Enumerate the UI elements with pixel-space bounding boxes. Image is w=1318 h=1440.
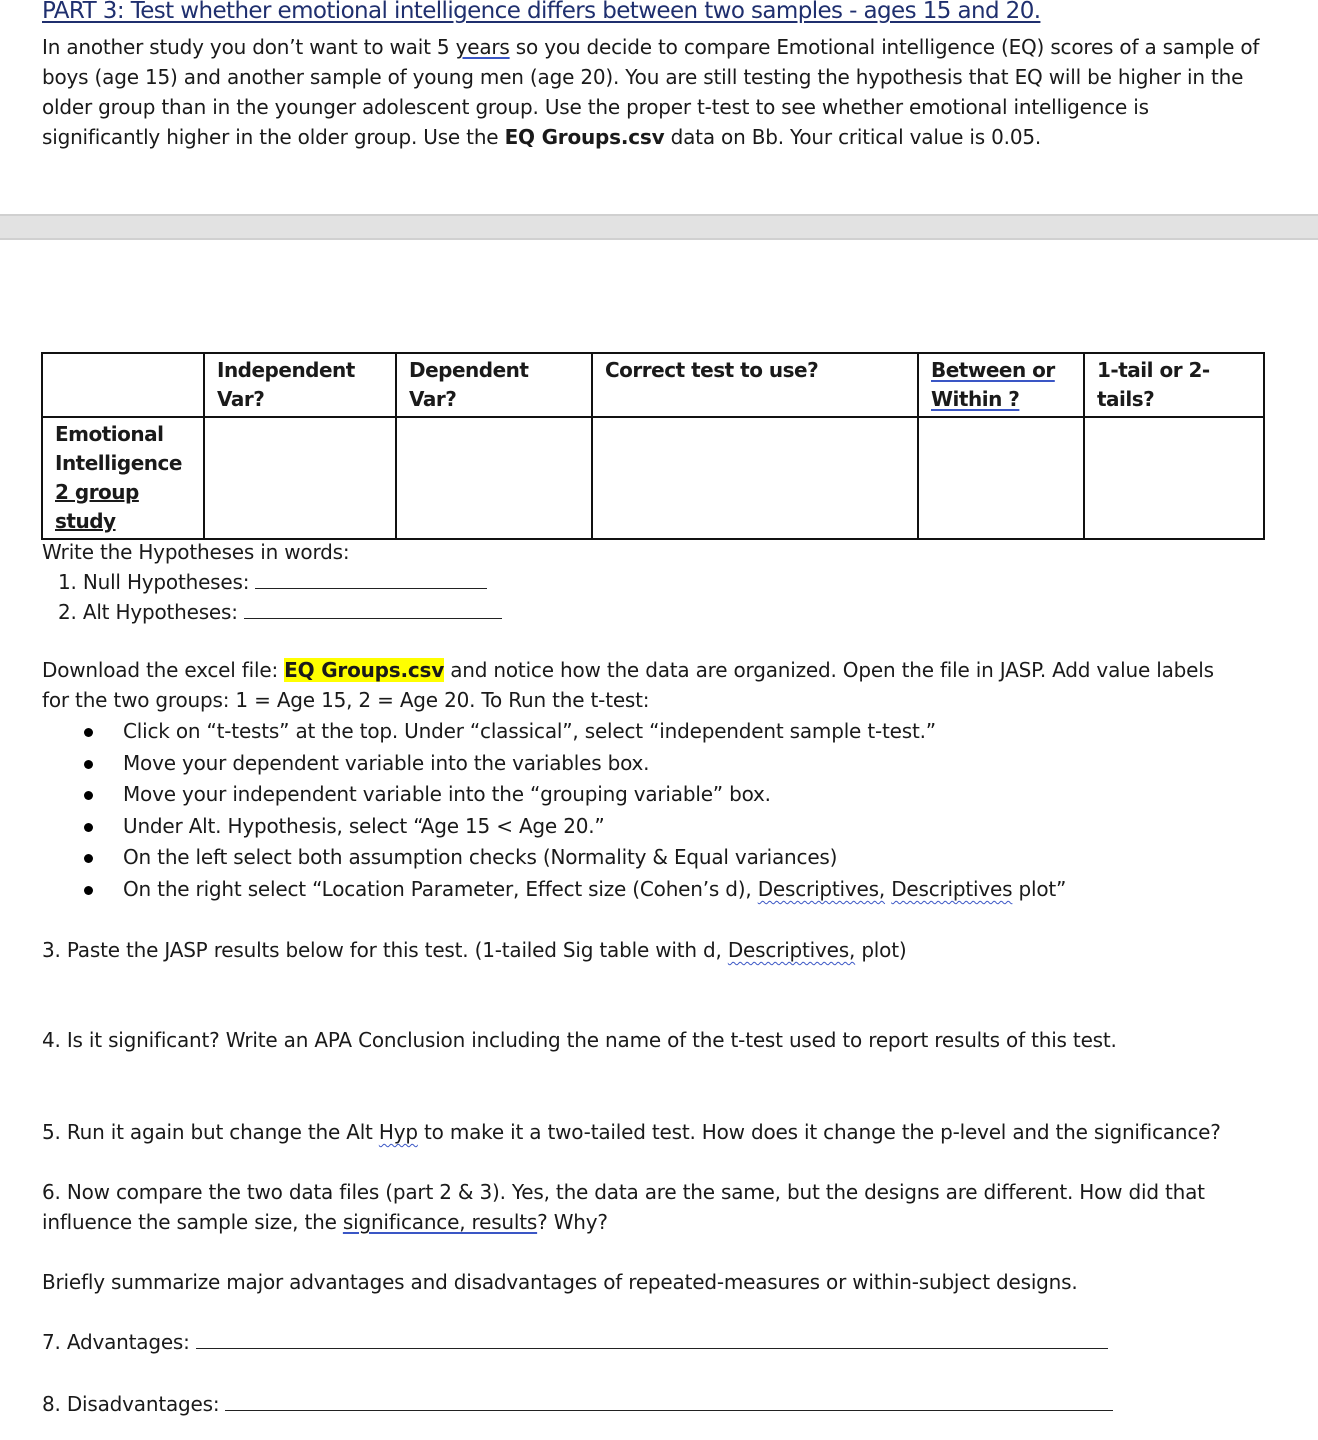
list-item: On the left select both assumption checks (Normality & Equal variances)	[84, 842, 1066, 874]
download-instructions: Download the excel file: EQ Groups.csv and notice how the data are organized. Open the file in JASP. Add value labels	[42, 658, 1214, 682]
summary-prompt: Briefly summarize major advantages and disadvantages of repeated-measures or within-subject designs.	[42, 1270, 1078, 1294]
disadvantages-blank[interactable]	[225, 1392, 1113, 1411]
answer-table	[41, 352, 1265, 540]
header-independent-var: Independent Var?	[204, 353, 396, 417]
header-correct-test: Correct test to use?	[592, 353, 918, 417]
header-tails: 1-tail or 2-tails?	[1084, 353, 1264, 417]
null-hypothesis-line: 1. Null Hypotheses:	[58, 567, 487, 597]
hypotheses-heading: Write the Hypotheses in words:	[42, 540, 350, 564]
advantages-line: 7. Advantages:	[42, 1327, 1108, 1357]
null-hypothesis-blank[interactable]	[255, 570, 487, 589]
list-item: Under Alt. Hypothesis, select “Age 15 < Age 20.”	[84, 811, 1066, 843]
answer-cell-design[interactable]	[918, 417, 1084, 539]
disadvantages-line: 8. Disadvantages:	[42, 1389, 1113, 1419]
section-separator	[0, 214, 1318, 240]
advantages-blank[interactable]	[196, 1330, 1108, 1349]
alt-hypothesis-line: 2. Alt Hypotheses:	[58, 597, 502, 627]
list-item: On the right select “Location Parameter, Effect size (Cohen’s d), Descriptives, Descriptives plot”	[84, 874, 1066, 906]
list-item: Move your independent variable into the “grouping variable” box.	[84, 779, 1066, 811]
table-row	[42, 417, 1264, 539]
download-instructions-line2: for the two groups: 1 = Age 15, 2 = Age 20. To Run the t-test:	[42, 688, 650, 712]
download-file-name: EQ Groups.csv	[284, 658, 445, 682]
intro-text-1: In another study you don’t want to wait 5	[42, 35, 456, 59]
alt-hypothesis-blank[interactable]	[244, 600, 502, 619]
list-item: Move your dependent variable into the variables box.	[84, 748, 1066, 780]
question-3: 3. Paste the JASP results below for this test. (1-tailed Sig table with d, Descriptives, plot)	[42, 938, 907, 962]
answer-cell-dependent[interactable]	[396, 417, 592, 539]
question-6-line2: influence the sample size, the significance, results? Why?	[42, 1210, 608, 1234]
page-title: PART 3: Test whether emotional intelligence differs between two samples - ages 15 and 20.	[42, 0, 1041, 24]
list-item: Click on “t-tests” at the top. Under “classical”, select “independent sample t-test.”	[84, 716, 1066, 748]
answer-cell-tails[interactable]	[1084, 417, 1264, 539]
answer-cell-independent[interactable]	[204, 417, 396, 539]
table-header-row	[42, 353, 1264, 417]
intro-file-name: EQ Groups.csv	[504, 125, 665, 149]
intro-years: years	[455, 35, 510, 59]
intro-text-3: data on Bb. Your critical value is 0.05.	[664, 125, 1042, 149]
intro-paragraph	[42, 32, 1262, 152]
step-list	[84, 716, 1066, 906]
header-dependent-var: Dependent Var?	[396, 353, 592, 417]
intro-text-2: so you decide to compare Emotional intelligence (EQ) scores of a sample of boys (age 15) and another sample of young men (age 20). You are still testing the hypothesis that EQ will be higher in the older group than in the younger adolescent group. Use the proper t-test to see whether emotional intelligence is significantly higher in the older group. Use the	[42, 35, 1260, 149]
row-label: Emotional Intelligence 2 group study	[42, 417, 204, 539]
question-4: 4. Is it significant? Write an APA Conclusion including the name of the t-test used to report results of this test.	[42, 1028, 1117, 1052]
header-between-within: Between or Within ?	[918, 353, 1084, 417]
question-5: 5. Run it again but change the Alt Hyp to make it a two-tailed test. How does it change the p-level and the significance?	[42, 1120, 1221, 1144]
header-cell-empty	[42, 353, 204, 417]
answer-cell-test[interactable]	[592, 417, 918, 539]
question-6: 6. Now compare the two data files (part 2 & 3). Yes, the data are the same, but the designs are different. How did that	[42, 1180, 1205, 1204]
